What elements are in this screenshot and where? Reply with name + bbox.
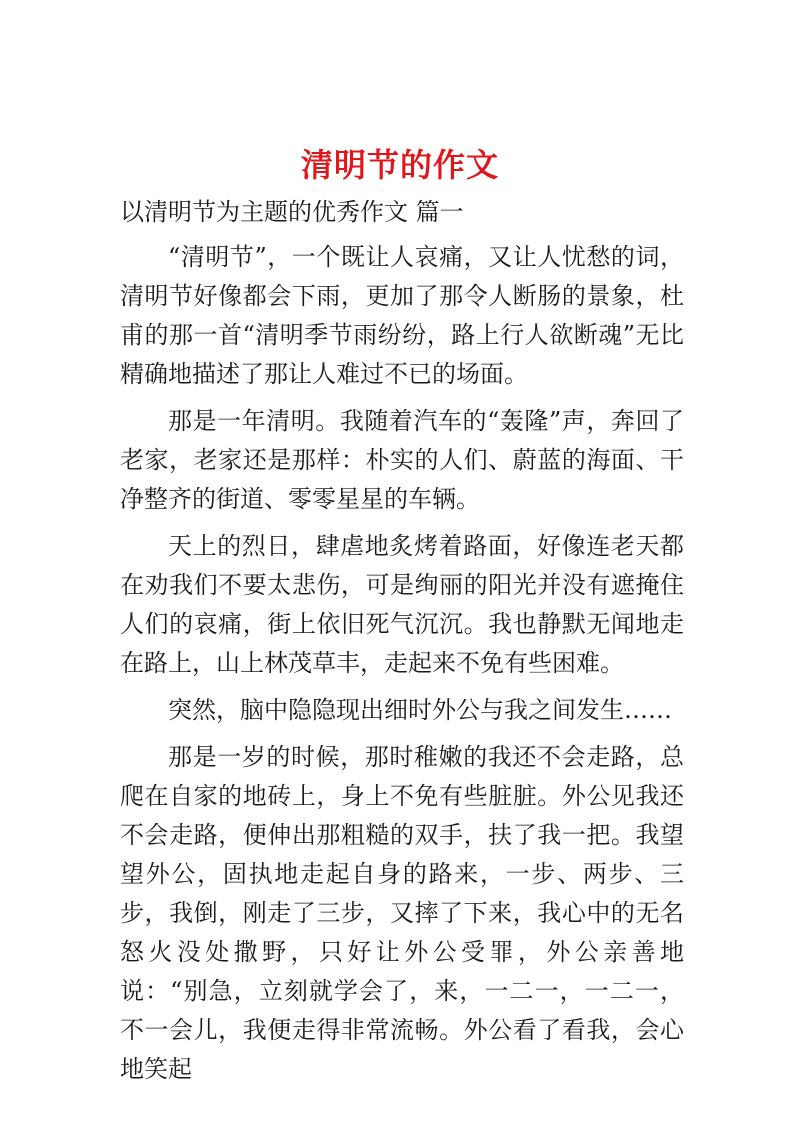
document-title: 清明节的作文 [300,146,499,185]
paragraph: 那是一年清明。我随着汽车的“轰隆”声，奔回了老家，老家还是那样：朴实的人们、蔚蓝的海面、干净整齐的街道、零零星星的车辆。 [120,407,684,513]
paragraph: “清明节”，一个既让人哀痛，又让人忧愁的词，清明节好像都会下雨，更加了那令人断肠的景象，杜甫的那一首“清明季节雨纷纷，路上行人欲断魂”无比精确地描述了那让人难过不已的场面。 [120,243,684,388]
paragraph: 突然，脑中隐隐现出细时外公与我之间发生…… [168,696,672,724]
paragraph: 天上的烈日，肆虐地炙烤着路面，好像连老天都在劝我们不要太悲伤，可是绚丽的阳光并没有遮掩住人们的哀痛，街上依旧死气沉沉。我也静默无闻地走在路上，山上林茂草丰，走起来不免有些困难。 [120,532,684,677]
paragraph: 那是一岁的时候，那时稚嫩的我还不会走路，总爬在自家的地砖上，身上不免有些脏脏。外公见我还不会走路，便伸出那粗糙的双手，扶了我一把。我望望外公，固执地走起自身的路来，一步、两步、三步，我倒，刚走了三步，又摔了下来，我心中的无名怒火没处撒野，只好让外公受罪，外公亲善地说：“别急，立刻就学会了，来，一二一，一二一，不一会儿，我便走得非常流畅。外公看了看我，会心地笑起 [120,743,684,1083]
article-body [120,238,684,1097]
section-heading: 以清明节为主题的优秀作文 篇一 [120,198,464,226]
